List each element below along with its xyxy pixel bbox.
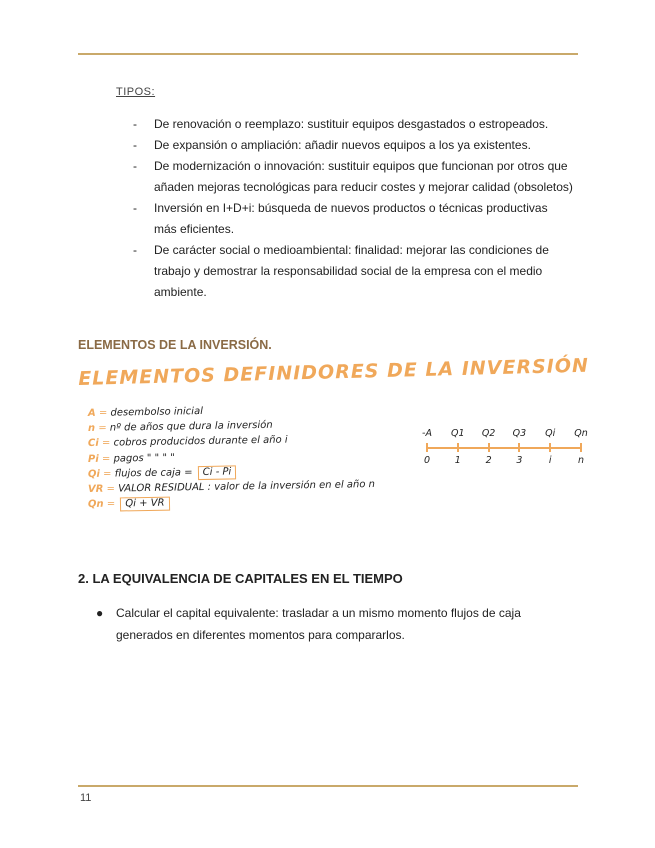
- timeline-period-label: n: [577, 455, 585, 466]
- list-item: [96, 602, 566, 646]
- section-heading: ELEMENTOS DE LA INVERSIÓN.: [78, 338, 272, 352]
- timeline-period-label: 3: [516, 455, 523, 466]
- chapter-heading: 2. LA EQUIVALENCIA DE CAPITALES EN EL TIEMPO: [78, 571, 403, 586]
- definition-line: n = nº de años que dura la inversión: [87, 419, 273, 435]
- timeline-tick: [488, 443, 490, 452]
- definition-line: A = desembolso inicial: [87, 405, 204, 419]
- list-item: - De modernización o innovación: sustituir equipos que funcionan por otros que añaden mejoras tecnológicas para reducir costes y mejorar calidad (obsoletos): [133, 159, 573, 194]
- handwritten-definitions: [88, 406, 375, 512]
- definition-line: Ci = cobros producidos durante el año i: [87, 434, 288, 450]
- definition-line: Pi = pagos " " " ": [87, 452, 175, 465]
- definition-line: Qn = Qi + VR: [88, 492, 375, 512]
- page-number: 11: [80, 792, 92, 804]
- handwritten-notes: [78, 354, 590, 528]
- timeline-flow-label: -A: [422, 428, 432, 439]
- timeline-tick: [426, 443, 428, 452]
- boxed-formula: Ci - Pi: [198, 465, 237, 480]
- timeline-flow-label: Q2: [481, 428, 496, 439]
- list-item: - De renovación o reemplazo: sustituir equipos desgastados o estropeados.: [133, 117, 549, 131]
- bullet-icon: ●: [96, 606, 104, 620]
- timeline-flow-label: Qi: [545, 428, 556, 439]
- footer-rule: [78, 785, 578, 787]
- timeline-period-label: 1: [454, 455, 461, 466]
- timeline-period-label: i: [548, 455, 552, 466]
- timeline-flow-label: Q1: [451, 428, 465, 439]
- definition-line: VR = VALOR RESIDUAL : valor de la inversión en el año n: [87, 479, 376, 496]
- header-rule: [78, 53, 578, 55]
- list-item-text: Calcular el capital equivalente: trasladar a un mismo momento flujos de caja generados en diferentes momentos para compararlos.: [116, 606, 521, 642]
- boxed-formula: Qi + VR: [120, 497, 169, 512]
- cash-flow-timeline: [418, 426, 588, 474]
- definition-line: Qi = flujos de caja = Ci - Pi: [88, 462, 375, 482]
- timeline-tick: [457, 443, 459, 452]
- list-item-text: De carácter social o medioambiental: finalidad: mejorar las condiciones de trabajo y demostrar la responsabilidad social de la empresa con el medio ambiente.: [154, 243, 549, 299]
- timeline-axis: [426, 447, 582, 449]
- list-item: - Inversión en I+D+i: búsqueda de nuevos productos o técnicas productivas más eficientes.: [133, 201, 548, 236]
- timeline-flow-label: Q3: [512, 428, 527, 439]
- list-item: - De carácter social o medioambiental: finalidad: mejorar las condiciones de trabajo y demostrar la responsabilidad social de la empresa con el medio ambiente.: [133, 243, 549, 299]
- list-item-text: De expansión o ampliación: añadir nuevos equipos a los ya existentes.: [154, 138, 531, 152]
- list-item-text: Inversión en I+D+i: búsqueda de nuevos productos o técnicas productivas más eficientes.: [154, 201, 548, 236]
- timeline-tick: [549, 443, 551, 452]
- timeline-period-label: 2: [485, 455, 492, 466]
- list-item-text: De modernización o innovación: sustituir equipos que funcionan por otros que añaden mejoras tecnológicas para reducir costes y mejorar calidad (obsoletos): [154, 159, 573, 194]
- timeline-flow-label: Qn: [574, 428, 588, 439]
- timeline-tick: [518, 443, 520, 452]
- chapter-bullets: [96, 602, 566, 646]
- timeline-tick: [580, 443, 582, 452]
- list-item: - De expansión o ampliación: añadir nuevos equipos a los ya existentes.: [133, 138, 531, 152]
- tipos-list: [133, 114, 573, 303]
- tipos-label: TIPOS:: [116, 86, 156, 98]
- timeline-period-label: 0: [423, 455, 431, 466]
- handwritten-title: ELEMENTOS DEFINIDORES DE LA INVERSIÓN: [78, 354, 590, 390]
- list-item-text: De renovación o reemplazo: sustituir equipos desgastados o estropeados.: [154, 117, 549, 131]
